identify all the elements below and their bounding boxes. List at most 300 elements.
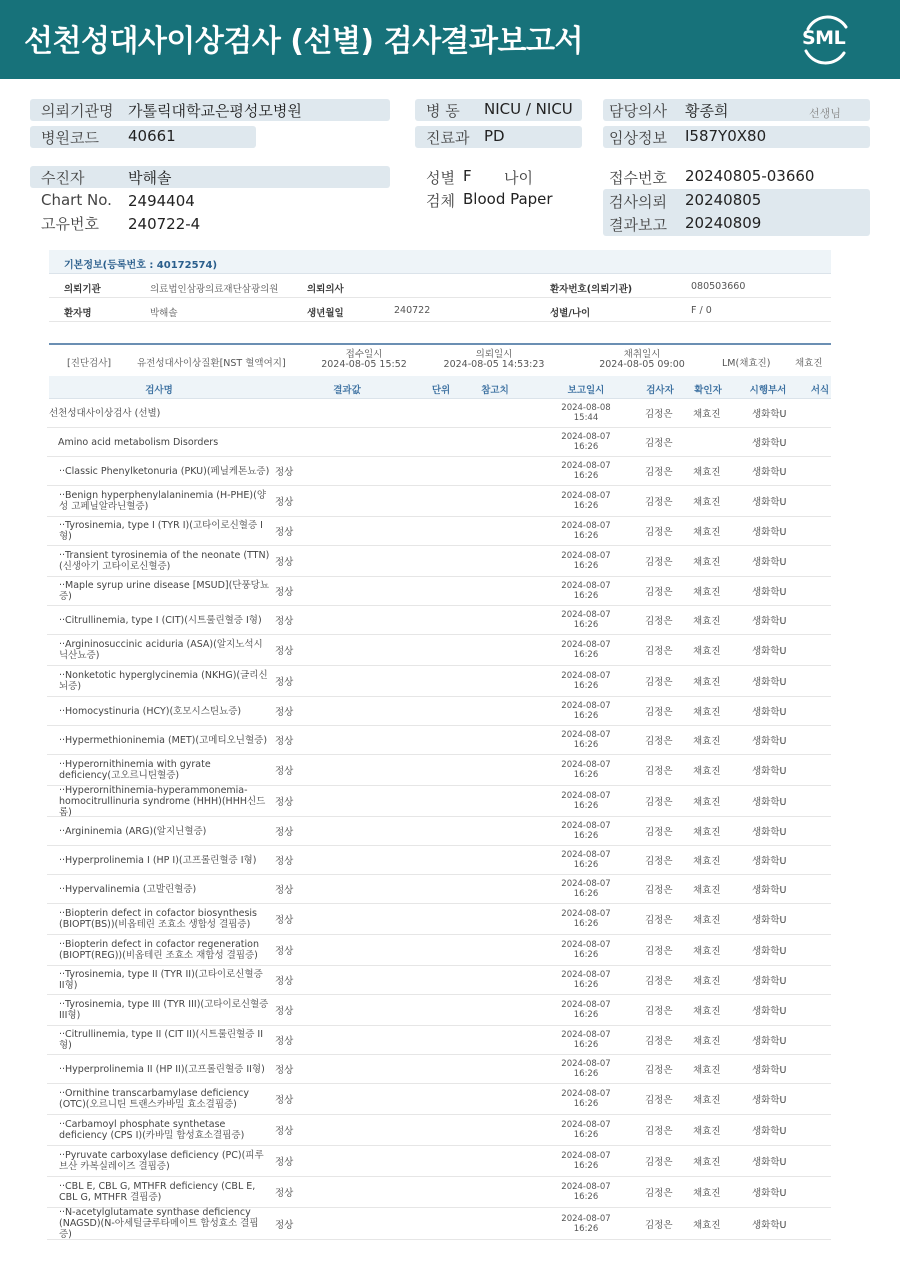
table-row <box>47 1084 831 1115</box>
doctor-label: 담당의사 <box>609 102 667 120</box>
report-time: 16:26 <box>573 1130 599 1140</box>
test-result: 정상 <box>275 1126 294 1137</box>
report-time: 16:26 <box>573 501 599 511</box>
table-row <box>47 817 831 846</box>
department: 생화학U <box>752 527 787 538</box>
tester: 김정은 <box>645 1188 673 1199</box>
confirmer: 채효진 <box>693 1188 721 1199</box>
tester: 김정은 <box>645 1126 673 1137</box>
report-datetime <box>561 1055 611 1083</box>
confirmer: 채효진 <box>693 1126 721 1137</box>
report-date-value: 20240809 <box>685 214 762 232</box>
diagnosis-row <box>49 343 831 376</box>
test-name: ··Carbamoyl phosphate synthetase deficiency (CPS I)(카바밀 합성효소결핍증) <box>59 1119 245 1141</box>
department: 생화학U <box>752 1065 787 1076</box>
basic-info-title: 기본정보(등록번호 : 40172574) <box>49 250 831 274</box>
test-result: 정상 <box>275 976 294 987</box>
report-date: 2024-08-07 <box>561 551 611 561</box>
department: 생화학U <box>752 587 787 598</box>
report-datetime <box>561 875 611 903</box>
confirmer: 채효진 <box>693 946 721 957</box>
col-form: 서식 <box>810 385 830 396</box>
confirmer: 채효진 <box>693 527 721 538</box>
tester: 김정은 <box>645 915 673 926</box>
department: 생화학U <box>752 707 787 718</box>
diag-request-label: 의뢰일시 <box>475 349 513 360</box>
test-name: ··Tyrosinemia, type II (TYR II)(고타이로신혈증 II형) <box>59 969 263 991</box>
results-table-body <box>47 399 831 1240</box>
confirmer: 채효진 <box>693 976 721 987</box>
test-result: 정상 <box>275 1219 294 1231</box>
table-row <box>47 635 831 666</box>
test-name: ··CBL E, CBL G, MTHFR deficiency (CBL E, CBL G, MTHFR 결핍증) <box>59 1181 256 1203</box>
tester: 김정은 <box>645 587 673 598</box>
test-name: ··Hypervalinemia (고발린혈증) <box>59 883 197 895</box>
basic-org-value: 의료법인삼광의료재단삼광의원 <box>150 284 279 295</box>
test-name: ··Homocystinuria (HCY)(호모시스틴뇨증) <box>59 705 242 717</box>
report-time: 16:26 <box>573 650 599 660</box>
confirmer: 채효진 <box>693 827 721 838</box>
table-row <box>47 486 831 517</box>
test-name: ··Citrullinemia, type II (CIT II)(시트룰린혈증 II형) <box>59 1029 264 1051</box>
diag-receipt-value: 2024-08-05 15:52 <box>321 359 407 370</box>
report-date: 2024-08-07 <box>561 1000 611 1010</box>
tester: 김정은 <box>645 497 673 508</box>
basic-info-table <box>49 250 831 322</box>
report-datetime <box>561 1115 611 1145</box>
confirmer: 채효진 <box>693 587 721 598</box>
basic-info-row <box>49 298 831 322</box>
confirmer: 채효진 <box>693 557 721 568</box>
test-name: ··Tyrosinemia, type III (TYR III)(고타이로신혈증 III형) <box>59 999 269 1021</box>
report-time: 16:26 <box>573 442 599 452</box>
table-row <box>47 428 831 457</box>
report-time: 16:26 <box>573 711 599 721</box>
receipt-label: 접수번호 <box>609 169 667 187</box>
report-time: 16:26 <box>573 1040 599 1050</box>
confirmer: 채효진 <box>693 915 721 926</box>
confirmer: 채효진 <box>693 797 721 808</box>
col-report: 보고일시 <box>567 385 605 396</box>
diag-label: [진단검사] <box>67 358 112 369</box>
tester: 김정은 <box>645 467 673 478</box>
confirmer: 채효진 <box>693 1095 721 1106</box>
table-row <box>47 935 831 966</box>
report-date: 2024-08-07 <box>561 879 611 889</box>
tester: 김정은 <box>645 885 673 896</box>
ward-label: 병 동 <box>426 102 460 120</box>
table-row <box>47 1146 831 1177</box>
test-result: 정상 <box>275 587 294 598</box>
diag-request <box>439 350 549 370</box>
report-datetime <box>561 428 611 456</box>
age-label: 나이 <box>504 169 533 187</box>
dept-label: 진료과 <box>426 129 470 147</box>
tester: 김정은 <box>645 856 673 867</box>
department: 생화학U <box>752 976 787 987</box>
basic-patient-label: 환자명 <box>64 308 92 319</box>
report-date: 2024-08-08 <box>561 403 611 413</box>
results-table-header <box>49 376 831 399</box>
report-time: 15:44 <box>573 413 599 423</box>
dept-value: PD <box>484 127 505 145</box>
test-result: 정상 <box>275 1006 294 1017</box>
department: 생화학U <box>752 616 787 627</box>
tester: 김정은 <box>645 527 673 538</box>
report-date: 2024-08-07 <box>561 521 611 531</box>
col-dept: 시행부서 <box>749 385 787 396</box>
tester: 김정은 <box>645 976 673 987</box>
report-datetime <box>561 666 611 696</box>
table-row <box>47 846 831 875</box>
confirmer: 채효진 <box>693 766 721 777</box>
confirmer: 채효진 <box>693 707 721 718</box>
confirmer: 채효진 <box>693 409 721 420</box>
tester: 김정은 <box>645 1157 673 1168</box>
col-unit: 단위 <box>431 385 451 396</box>
department: 생화학U <box>752 409 787 420</box>
report-time: 16:26 <box>573 801 599 811</box>
confirmer: 채효진 <box>693 885 721 896</box>
col-tester: 검사자 <box>646 385 674 396</box>
report-date: 2024-08-07 <box>561 671 611 681</box>
report-datetime <box>561 786 611 816</box>
basic-sexage-value: F / 0 <box>691 305 712 316</box>
report-date: 2024-08-07 <box>561 1059 611 1069</box>
test-result: 정상 <box>275 616 294 627</box>
report-time: 16:26 <box>573 860 599 870</box>
tester: 김정은 <box>645 827 673 838</box>
report-title: 선천성대사이상검사 (선별) 검사결과보고서 <box>24 24 583 59</box>
table-row <box>47 726 831 755</box>
test-result: 정상 <box>275 885 294 896</box>
diag-collect <box>587 350 697 370</box>
table-row <box>47 606 831 635</box>
test-name: ··Pyruvate carboxylase deficiency (PC)(피루브산 카복실레이즈 결핍증) <box>59 1150 264 1172</box>
test-name: ··Hyperprolinemia II (HP II)(고프롤린혈증 II형) <box>59 1063 265 1075</box>
report-time: 16:26 <box>573 980 599 990</box>
basic-doctor-label: 의뢰의사 <box>307 284 344 295</box>
test-result: 정상 <box>275 1036 294 1047</box>
report-datetime <box>561 1146 611 1176</box>
test-name: ··Hyperprolinemia I (HP I)(고프롤린혈증 I형) <box>59 854 257 866</box>
test-name: ··Classic Phenylketonuria (PKU)(페닐케톤뇨증) <box>59 465 270 477</box>
confirmer: 채효진 <box>693 1219 721 1231</box>
tester: 김정은 <box>645 736 673 747</box>
report-datetime <box>561 486 611 516</box>
report-datetime <box>561 935 611 965</box>
table-row <box>47 966 831 995</box>
report-date: 2024-08-07 <box>561 1182 611 1192</box>
report-time: 16:26 <box>573 950 599 960</box>
report-date: 2024-08-07 <box>561 791 611 801</box>
basic-patient-no-value: 080503660 <box>691 281 746 292</box>
patient-label: 수진자 <box>41 169 85 187</box>
report-datetime <box>561 755 611 785</box>
report-time: 16:26 <box>573 1010 599 1020</box>
department: 생화학U <box>752 766 787 777</box>
report-header <box>0 0 900 79</box>
department: 생화학U <box>752 946 787 957</box>
ward-value: NICU / NICU <box>484 100 573 118</box>
test-name: ··Hypermethioninemia (MET)(고메티오닌혈증) <box>59 734 268 746</box>
request-org-label: 의뢰기관명 <box>41 102 114 120</box>
tester: 김정은 <box>645 409 673 420</box>
table-row <box>47 666 831 697</box>
table-row <box>47 399 831 428</box>
department: 생화학U <box>752 797 787 808</box>
test-result: 정상 <box>275 527 294 538</box>
table-row <box>47 517 831 546</box>
sml-logo <box>798 13 854 65</box>
report-date: 2024-08-07 <box>561 640 611 650</box>
test-name: ··Citrullinemia, type I (CIT)(시트룰린혈증 I형) <box>59 614 262 626</box>
report-datetime <box>561 606 611 634</box>
report-time: 16:26 <box>573 770 599 780</box>
department: 생화학U <box>752 677 787 688</box>
report-datetime <box>561 1084 611 1114</box>
test-result: 정상 <box>275 497 294 508</box>
unique-label: 고유번호 <box>41 215 99 233</box>
report-date: 2024-08-07 <box>561 1151 611 1161</box>
report-date: 2024-08-07 <box>561 1089 611 1099</box>
test-result: 정상 <box>275 677 294 688</box>
report-time: 16:26 <box>573 1223 599 1234</box>
report-datetime <box>561 697 611 725</box>
report-date: 2024-08-07 <box>561 701 611 711</box>
test-name: ··Benign hyperphenylalaninemia (H-PHE)(양성 고페닐알라닌혈증) <box>59 490 267 512</box>
basic-sexage-label: 성별/나이 <box>550 308 591 319</box>
test-name: ··Argininemia (ARG)(알지닌혈증) <box>59 825 207 837</box>
report-time: 16:26 <box>573 471 599 481</box>
test-name: ··Maple syrup urine disease [MSUD](단풍당뇨증) <box>59 580 270 602</box>
report-date: 2024-08-07 <box>561 821 611 831</box>
patient-value: 박해솔 <box>128 169 172 187</box>
test-result: 정상 <box>275 766 294 777</box>
test-result: 정상 <box>275 557 294 568</box>
report-datetime <box>561 995 611 1025</box>
test-result: 정상 <box>275 827 294 838</box>
test-name: ··Ornithine transcarbamylase deficiency (OTC)(오르니틴 트랜스카바밀 효소결핍증) <box>59 1088 249 1110</box>
table-row <box>47 1208 831 1240</box>
basic-org-label: 의뢰기관 <box>64 284 101 295</box>
report-date: 2024-08-07 <box>561 581 611 591</box>
department: 생화학U <box>752 1006 787 1017</box>
report-time: 16:26 <box>573 681 599 691</box>
basic-birth-label: 생년월일 <box>307 308 344 319</box>
tester: 김정은 <box>645 766 673 777</box>
test-result: 정상 <box>275 1065 294 1076</box>
confirmer: 채효진 <box>693 1065 721 1076</box>
sex-label: 성별 <box>426 169 455 187</box>
test-name: ··Tyrosinemia, type I (TYR I)(고타이로신혈증 I형) <box>59 520 263 542</box>
specimen-value: Blood Paper <box>463 190 553 208</box>
report-date: 2024-08-07 <box>561 909 611 919</box>
confirmer: 채효진 <box>693 497 721 508</box>
request-org-value: 가톨릭대학교은평성모병원 <box>128 102 302 120</box>
report-datetime <box>561 457 611 485</box>
report-datetime <box>561 726 611 754</box>
report-time: 16:26 <box>573 1192 599 1202</box>
sex-value: F <box>463 167 472 185</box>
test-name: ··Nonketotic hyperglycinemia (NKHG)(글리신뇌증) <box>59 670 268 692</box>
report-date: 2024-08-07 <box>561 432 611 442</box>
table-row <box>47 1115 831 1146</box>
report-datetime <box>561 846 611 874</box>
table-row <box>47 1177 831 1208</box>
test-result: 정상 <box>275 946 294 957</box>
report-datetime <box>561 546 611 576</box>
doctor-value: 황종희 <box>685 102 729 120</box>
receipt-value: 20240805-03660 <box>685 167 815 185</box>
tester: 김정은 <box>645 616 673 627</box>
report-time: 16:26 <box>573 919 599 929</box>
tester: 김정은 <box>645 1036 673 1047</box>
department: 생화학U <box>752 1188 787 1199</box>
report-date: 2024-08-07 <box>561 1120 611 1130</box>
diag-request-value: 2024-08-05 14:53:23 <box>443 359 545 370</box>
basic-patient-no-label: 환자번호(의뢰기관) <box>550 284 633 295</box>
department: 생화학U <box>752 1095 787 1106</box>
diag-collect-value: 2024-08-05 09:00 <box>599 359 685 370</box>
test-result: 정상 <box>275 915 294 926</box>
test-name: ··Hyperornithinemia-hyperammonemia-homocitrullinuria syndrome (HHH)(HHH신드롬) <box>59 784 266 818</box>
chart-value: 2494404 <box>128 192 195 210</box>
tester: 김정은 <box>645 946 673 957</box>
request-date-label: 검사의뢰 <box>609 193 667 211</box>
department: 생화학U <box>752 856 787 867</box>
report-date: 2024-08-07 <box>561 1030 611 1040</box>
tester: 김정은 <box>645 438 673 449</box>
department: 생화학U <box>752 1036 787 1047</box>
department: 생화학U <box>752 885 787 896</box>
table-row <box>47 755 831 786</box>
hospital-code-value: 40661 <box>128 127 176 145</box>
report-datetime <box>561 517 611 545</box>
col-ref: 참고치 <box>481 385 509 396</box>
logo-text: SML <box>802 27 846 49</box>
test-result: 정상 <box>275 1188 294 1199</box>
report-date: 2024-08-07 <box>561 970 611 980</box>
clinical-value: I587Y0X80 <box>685 127 767 145</box>
report-time: 16:26 <box>573 1161 599 1171</box>
basic-birth-value: 240722 <box>394 305 431 316</box>
report-time: 16:26 <box>573 1099 599 1109</box>
basic-patient-value: 박해솔 <box>150 308 178 319</box>
report-time: 16:26 <box>573 591 599 601</box>
report-date: 2024-08-07 <box>561 461 611 471</box>
report-datetime <box>561 817 611 845</box>
test-name: ··Argininosuccinic aciduria (ASA)(알지노석시닉산뇨증) <box>59 639 263 661</box>
table-row <box>47 697 831 726</box>
report-time: 16:26 <box>573 740 599 750</box>
report-date: 2024-08-07 <box>561 491 611 501</box>
confirmer: 채효진 <box>693 616 721 627</box>
report-date: 2024-08-07 <box>561 1213 611 1224</box>
department: 생화학U <box>752 438 787 449</box>
diag-receipt-label: 접수일시 <box>345 349 383 360</box>
department: 생화학U <box>752 827 787 838</box>
report-date: 2024-08-07 <box>561 760 611 770</box>
basic-info-row <box>49 274 831 298</box>
report-date-label: 결과보고 <box>609 216 667 234</box>
tester: 김정은 <box>645 1095 673 1106</box>
test-name: ··Biopterin defect in cofactor biosynthesis (BIOPT(BS))(비옵테린 조효소 생합성 결핍증) <box>59 908 257 930</box>
diag-lm: LM(채효진) <box>722 358 771 369</box>
table-row <box>47 577 831 606</box>
tester: 김정은 <box>645 1065 673 1076</box>
test-name: ··N-acetylglutamate synthase deficiency (NAGSD)(N-아세틸글루타메이트 합성효소 결핍증) <box>59 1207 259 1240</box>
test-name: 선천성대사이상검사 (선별) <box>49 407 161 419</box>
test-name: ··Transient tyrosinemia of the neonate (TTN)(신생아기 고타이로신혈증) <box>59 550 270 572</box>
table-row <box>47 904 831 935</box>
test-result: 정상 <box>275 707 294 718</box>
department: 생화학U <box>752 1157 787 1168</box>
report-time: 16:26 <box>573 831 599 841</box>
department: 생화학U <box>752 1126 787 1137</box>
report-time: 16:26 <box>573 1069 599 1079</box>
diag-collect-label: 채취일시 <box>623 349 661 360</box>
report-time: 16:26 <box>573 889 599 899</box>
test-result: 정상 <box>275 1157 294 1168</box>
confirmer: 채효진 <box>693 736 721 747</box>
department: 생화학U <box>752 1219 787 1231</box>
diag-receipt <box>314 350 414 370</box>
table-row <box>47 995 831 1026</box>
request-date-value: 20240805 <box>685 191 762 209</box>
department: 생화학U <box>752 497 787 508</box>
test-result: 정상 <box>275 797 294 808</box>
table-row <box>47 786 831 817</box>
test-result: 정상 <box>275 736 294 747</box>
department: 생화학U <box>752 557 787 568</box>
tester: 김정은 <box>645 646 673 657</box>
table-row <box>47 875 831 904</box>
department: 생화학U <box>752 467 787 478</box>
col-confirm: 확인자 <box>694 385 722 396</box>
diag-name: 유전성대사이상질환[NST 혈액여지] <box>137 358 286 369</box>
tester: 김정은 <box>645 1219 673 1231</box>
report-date: 2024-08-07 <box>561 610 611 620</box>
report-datetime <box>561 635 611 665</box>
chart-label: Chart No. <box>41 191 112 209</box>
col-name: 검사명 <box>145 385 173 396</box>
table-row <box>47 1026 831 1055</box>
tester: 김정은 <box>645 1006 673 1017</box>
report-date: 2024-08-07 <box>561 940 611 950</box>
test-name: ··Biopterin defect in cofactor regeneration (BIOPT(REG))(비옵테린 조효소 재합성 결핍증) <box>59 939 260 961</box>
test-name: ··Hyperornithinemia with gyrate deficiency(고오르니틴혈증) <box>59 759 211 781</box>
confirmer: 채효진 <box>693 467 721 478</box>
report-time: 16:26 <box>573 561 599 571</box>
tester: 김정은 <box>645 557 673 568</box>
report-datetime <box>561 1026 611 1054</box>
col-result: 결과값 <box>333 385 361 396</box>
unique-value: 240722-4 <box>128 215 201 233</box>
hospital-code-label: 병원코드 <box>41 129 99 147</box>
confirmer: 채효진 <box>693 1157 721 1168</box>
specimen-label: 검체 <box>426 192 455 210</box>
report-datetime <box>561 966 611 994</box>
report-datetime <box>561 399 611 427</box>
report-datetime <box>561 1177 611 1207</box>
tester: 김정은 <box>645 797 673 808</box>
report-time: 16:26 <box>573 531 599 541</box>
confirmer: 채효진 <box>693 856 721 867</box>
report-date: 2024-08-07 <box>561 730 611 740</box>
confirmer: 채효진 <box>693 1006 721 1017</box>
test-result: 정상 <box>275 646 294 657</box>
